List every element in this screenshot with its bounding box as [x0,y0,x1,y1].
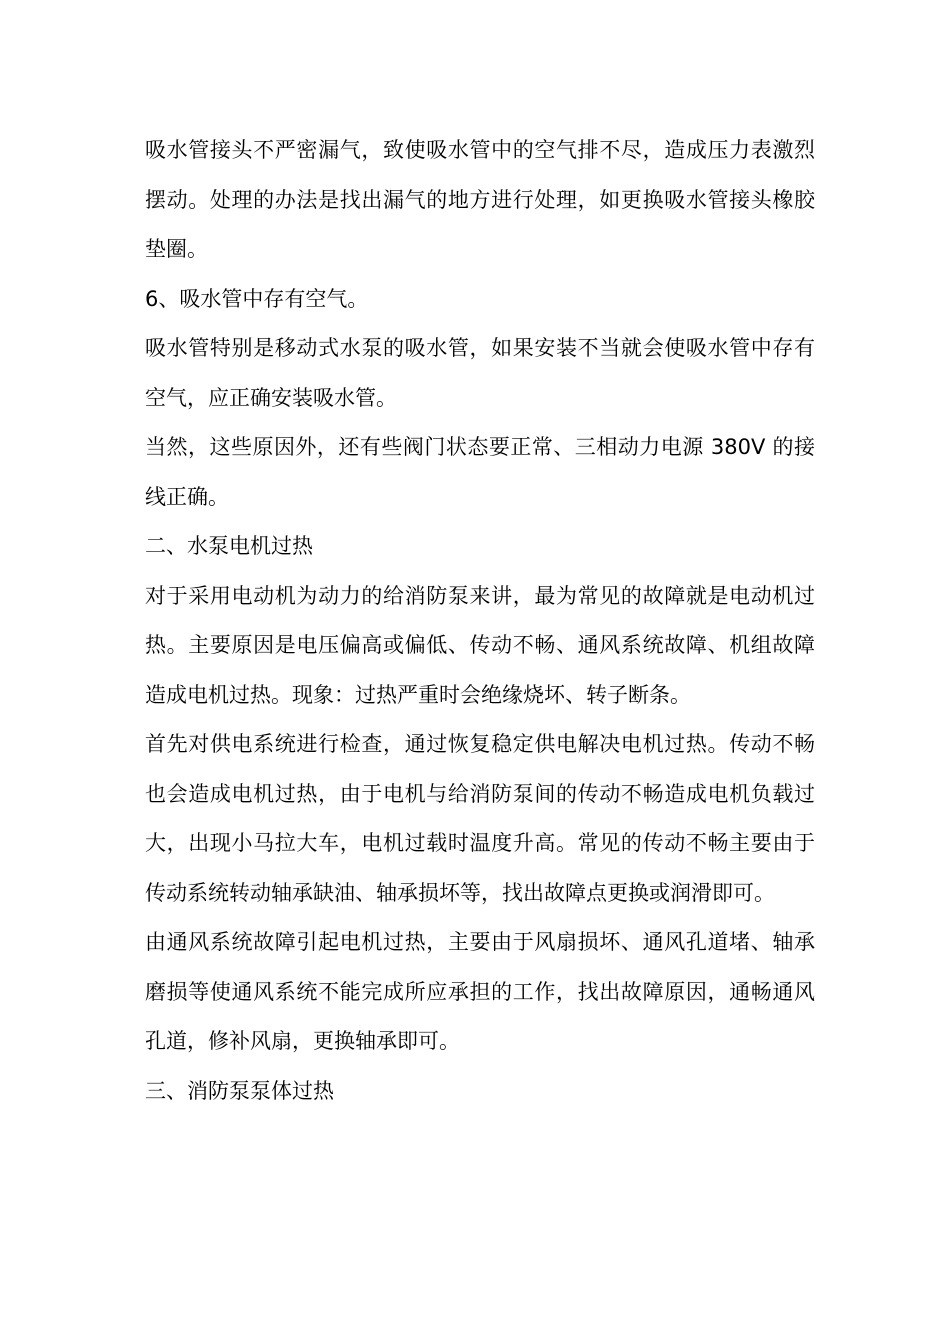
paragraph-suction-pipe-install: 吸水管特别是移动式水泵的吸水管，如果安装不当就会使吸水管中存有空气，应正确安装吸水管。 [145,336,815,410]
heading-motor-overheat: 二、水泵电机过热 [145,534,313,558]
heading-air-in-suction-pipe: 6、吸水管中存有空气。 [145,286,369,311]
paragraph-air-leak: 吸水管接头不严密漏气，致使吸水管中的空气排不尽，造成压力表激烈摆动。处理的办法是找出漏气的地方进行处理，如更换吸水管接头橡胶垫圈。 [145,138,815,261]
heading-pump-body-overheat: 三、消防泵泵体过热 [145,1078,334,1103]
paragraph-ventilation-fault: 由通风系统故障引起电机过热，主要由于风扇损坏、通风孔道堵、轴承磨损等使通风系统不能完成所应承担的工作，找出故障原因，通畅通风孔道，修补风扇，更换轴承即可。 [145,930,815,1053]
document-body [145,126,815,1116]
paragraph-valve-power: 当然，这些原因外，还有些阀门状态要正常、三相动力电源 380V 的接线正确。 [145,435,815,509]
paragraph-power-supply-check: 首先对供电系统进行检查，通过恢复稳定供电解决电机过热。传动不畅也会造成电机过热，由于电机与给消防泵间的传动不畅造成电机负载过大，出现小马拉大车，电机过载时温度升高。常见的传动不畅主要由于传动系统转动轴承缺油、轴承损坏等，找出故障点更换或润滑即可。 [145,732,815,905]
paragraph-motor-overheat-causes: 对于采用电动机为动力的给消防泵来讲，最为常见的故障就是电动机过热。主要原因是电压偏高或偏低、传动不畅、通风系统故障、机组故障造成电机过热。现象：过热严重时会绝缘烧坏、转子断条。 [145,583,815,707]
